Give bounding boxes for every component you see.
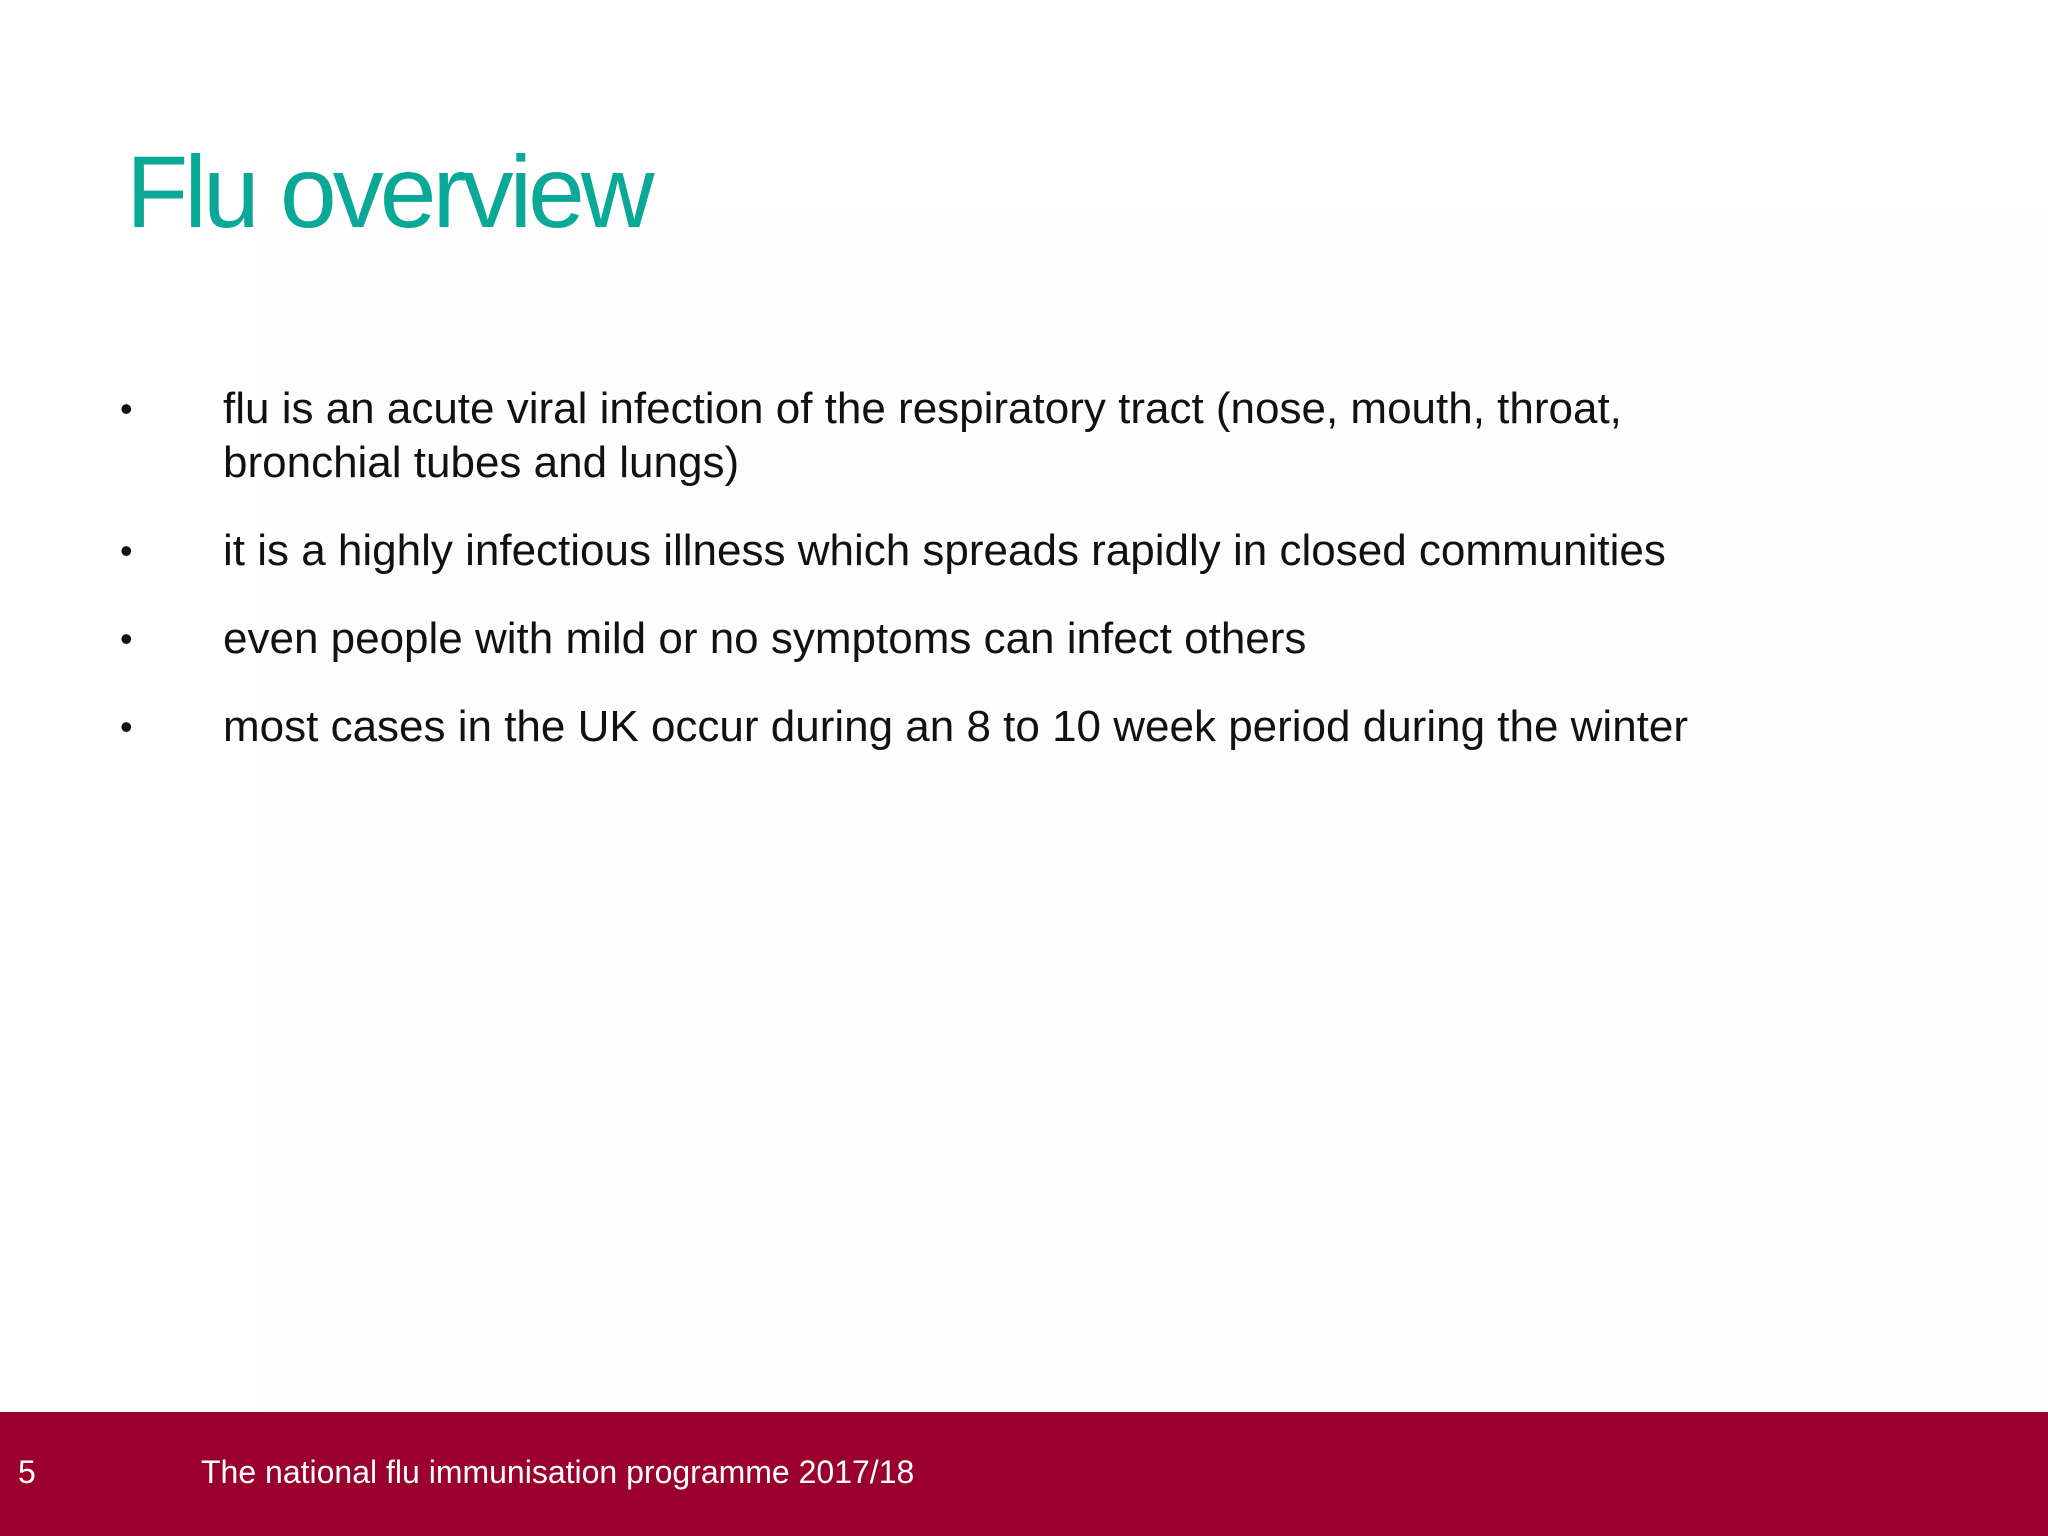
footer-programme-title: The national flu immunisation programme 2017/18 xyxy=(201,1454,915,1490)
slide-footer xyxy=(0,1412,2048,1536)
bullet-item xyxy=(120,524,1820,578)
bullet-item xyxy=(120,612,1820,666)
slide-number: 5 xyxy=(18,1454,36,1490)
bullet-item xyxy=(120,382,1820,490)
bullet-text: even people with mild or no symptoms can infect others xyxy=(223,614,1307,663)
bullet-marker: • xyxy=(120,530,133,571)
bullet-text: most cases in the UK occur during an 8 to 10 week period during the winter xyxy=(223,702,1689,751)
bullet-item xyxy=(120,700,1820,754)
bullet-list xyxy=(120,382,1820,754)
bullet-text: flu is an acute viral infection of the respiratory tract (nose, mouth, throat, bronchial tubes and lungs) xyxy=(223,384,1622,487)
slide-title: Flu overview xyxy=(126,135,651,249)
bullet-marker: • xyxy=(120,618,133,659)
bullet-marker: • xyxy=(120,706,133,747)
bullet-marker: • xyxy=(120,388,133,429)
bullet-text: it is a highly infectious illness which spreads rapidly in closed communities xyxy=(223,526,1666,575)
